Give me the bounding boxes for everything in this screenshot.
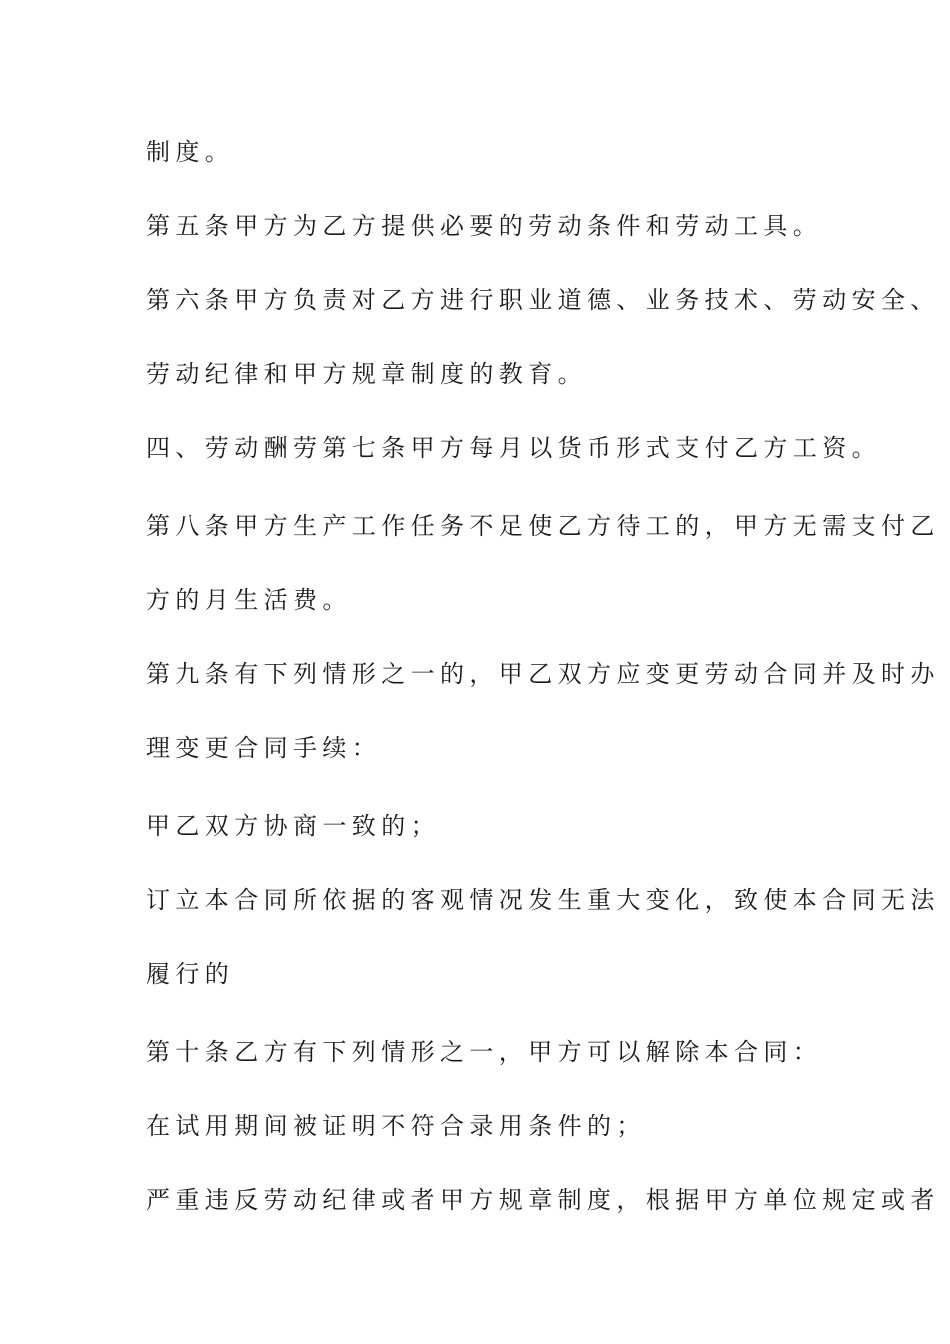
paragraph-line: 订立本合同所依据的客观情况发生重大变化，致使本合同无法 [146, 886, 940, 914]
paragraph-line: 第九条有下列情形之一的，甲乙双方应变更劳动合同并及时办 [146, 660, 940, 688]
paragraph-line: 第十条乙方有下列情形之一，甲方可以解除本合同： [146, 1038, 823, 1066]
paragraph-line: 第六条甲方负责对乙方进行职业道德、业务技术、劳动安全、 [146, 286, 940, 314]
paragraph-line: 方的月生活费。 [146, 586, 352, 614]
paragraph-line: 在试用期间被证明不符合录用条件的； [146, 1112, 646, 1140]
paragraph-line: 劳动纪律和甲方规章制度的教育。 [146, 360, 587, 388]
paragraph-line: 制度。 [146, 138, 235, 166]
paragraph-line: 四、劳动酬劳第七条甲方每月以货币形式支付乙方工资。 [146, 434, 881, 462]
paragraph-line: 严重违反劳动纪律或者甲方规章制度，根据甲方单位规定或者 [146, 1186, 940, 1214]
paragraph-line: 第八条甲方生产工作任务不足使乙方待工的，甲方无需支付乙 [146, 512, 940, 540]
paragraph-line: 甲乙双方协商一致的； [146, 812, 440, 840]
paragraph-line: 第五条甲方为乙方提供必要的劳动条件和劳动工具。 [146, 212, 823, 240]
paragraph-line: 理变更合同手续： [146, 734, 382, 762]
paragraph-line: 履行的 [146, 960, 235, 988]
